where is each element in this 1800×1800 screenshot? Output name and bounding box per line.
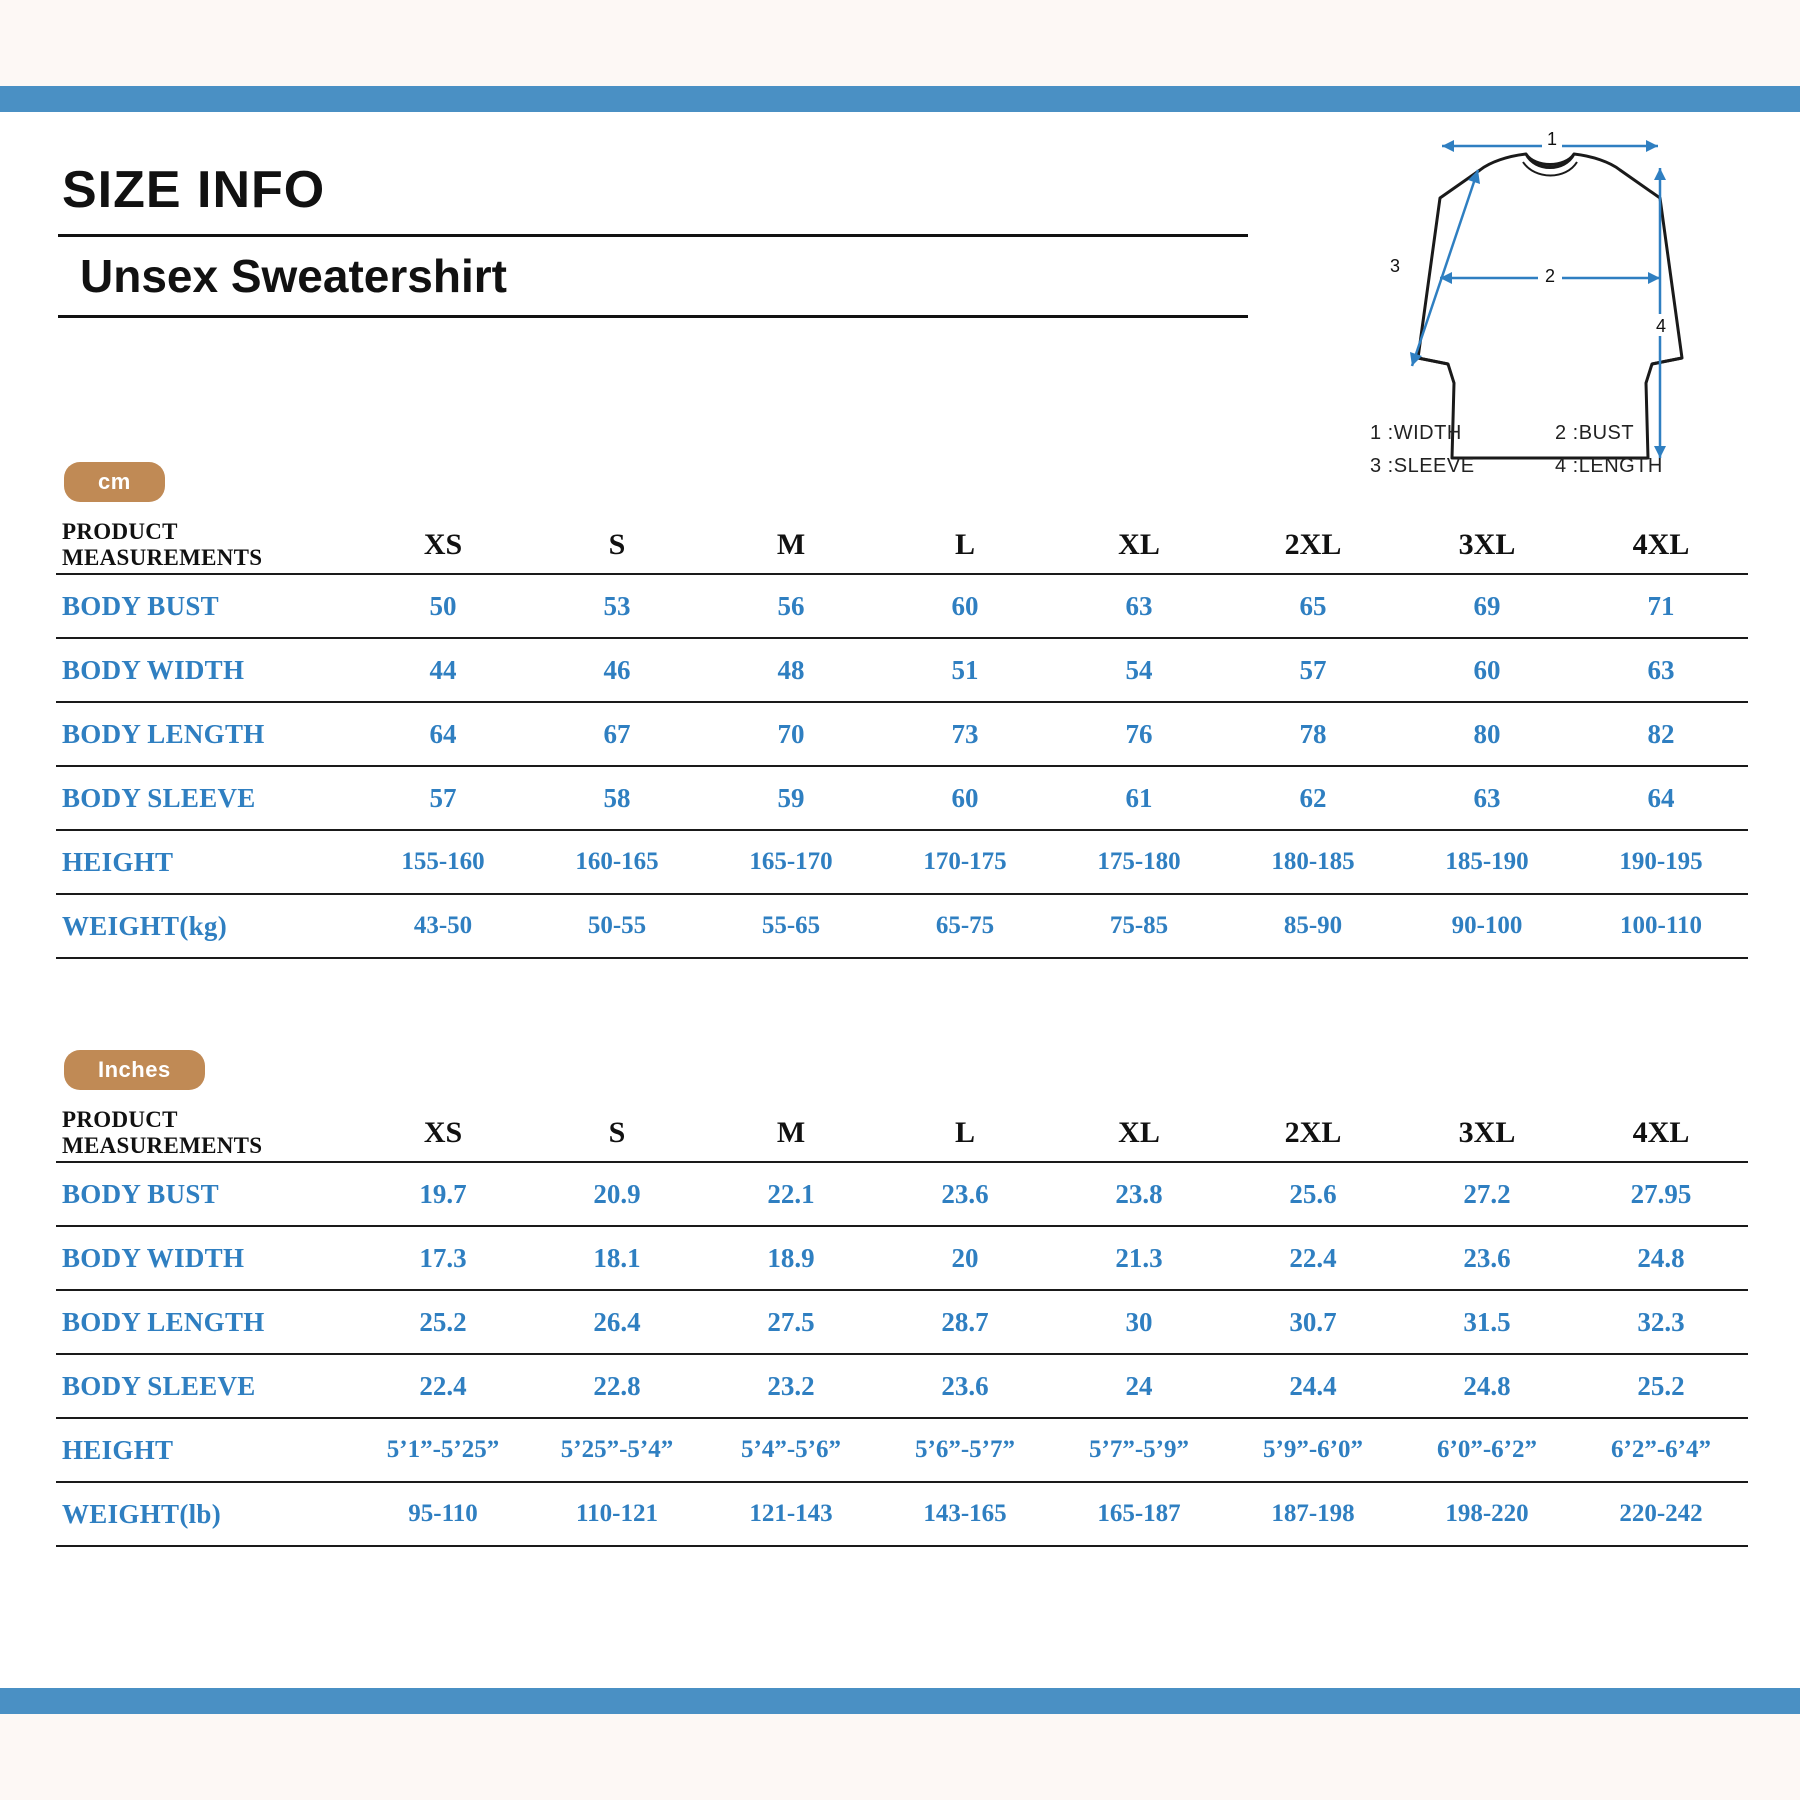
cell: 57 [1226,638,1400,702]
cell: 17.3 [356,1226,530,1290]
column-header-2xl: 2XL [1226,517,1400,574]
table-row [56,1162,1748,1226]
cell: 63 [1574,638,1748,702]
marker-2-label: 2 [1544,266,1556,286]
cell: 32.3 [1574,1290,1748,1354]
legend-item-width: 1 :WIDTH [1370,422,1462,444]
cell: 5’6”-5’7” [878,1418,1052,1482]
cell: 22.4 [1226,1226,1400,1290]
legend-item-length: 4 :LENGTH [1555,455,1663,477]
cell: 64 [356,702,530,766]
marker-4-label: 4 [1655,316,1667,336]
column-header-xl: XL [1052,517,1226,574]
cell: 80 [1400,702,1574,766]
row-label-body-length: BODY LENGTH [56,702,356,766]
size-table-cm [56,517,1748,959]
row-label-body-length: BODY LENGTH [56,1290,356,1354]
column-header-xs: XS [356,517,530,574]
cell: 160-165 [530,830,704,894]
cell: 5’9”-6’0” [1226,1418,1400,1482]
table-row [56,894,1748,958]
cell: 78 [1226,702,1400,766]
marker-1-label: 1 [1546,129,1558,149]
column-header-l: L [878,1105,1052,1162]
cell: 64 [1574,766,1748,830]
cell: 23.6 [1400,1226,1574,1290]
cell: 24.8 [1400,1354,1574,1418]
cell: 60 [878,766,1052,830]
row-label-body-bust: BODY BUST [56,574,356,638]
column-header-3xl: 3XL [1400,1105,1574,1162]
cell: 46 [530,638,704,702]
cell: 170-175 [878,830,1052,894]
cell: 67 [530,702,704,766]
legend-row [1370,455,1750,478]
cell: 180-185 [1226,830,1400,894]
cell: 23.8 [1052,1162,1226,1226]
cell: 185-190 [1400,830,1574,894]
column-header-measurements: PRODUCT MEASUREMENTS [56,1105,356,1162]
column-header-s: S [530,1105,704,1162]
cell: 63 [1400,766,1574,830]
cell: 5’4”-5’6” [704,1418,878,1482]
title-divider-bottom [58,315,1248,318]
cell: 24.4 [1226,1354,1400,1418]
cell: 175-180 [1052,830,1226,894]
column-header-4xl: 4XL [1574,517,1748,574]
cell: 53 [530,574,704,638]
cell: 43-50 [356,894,530,958]
cell: 25.2 [1574,1354,1748,1418]
column-header-s: S [530,517,704,574]
cell: 75-85 [1052,894,1226,958]
cell: 143-165 [878,1482,1052,1546]
cell: 25.6 [1226,1162,1400,1226]
title-divider-top [58,234,1248,237]
cell: 82 [1574,702,1748,766]
cell: 48 [704,638,878,702]
cell: 26.4 [530,1290,704,1354]
column-header-measurements: PRODUCT MEASUREMENTS [56,517,356,574]
diagram-legend [1370,422,1750,488]
cell: 19.7 [356,1162,530,1226]
cell: 90-100 [1400,894,1574,958]
table-row [56,1354,1748,1418]
cell: 21.3 [1052,1226,1226,1290]
cell: 63 [1052,574,1226,638]
row-label-body-width: BODY WIDTH [56,638,356,702]
cell: 44 [356,638,530,702]
legend-item-bust: 2 :BUST [1555,422,1635,444]
cell: 6’2”-6’4” [1574,1418,1748,1482]
column-header-xl: XL [1052,1105,1226,1162]
column-header-l: L [878,517,1052,574]
cell: 50 [356,574,530,638]
column-header-4xl: 4XL [1574,1105,1748,1162]
cell: 25.2 [356,1290,530,1354]
cell: 50-55 [530,894,704,958]
cell: 30 [1052,1290,1226,1354]
row-label-body-width: BODY WIDTH [56,1226,356,1290]
cell: 60 [1400,638,1574,702]
cell: 55-65 [704,894,878,958]
cell: 58 [530,766,704,830]
cell: 23.2 [704,1354,878,1418]
cell: 27.95 [1574,1162,1748,1226]
column-header-xs: XS [356,1105,530,1162]
row-label-height: HEIGHT [56,1418,356,1482]
cell: 100-110 [1574,894,1748,958]
table-row [56,1290,1748,1354]
cell: 59 [704,766,878,830]
cell: 60 [878,574,1052,638]
row-label-weight-kg: WEIGHT(kg) [56,894,356,958]
cell: 22.1 [704,1162,878,1226]
cell: 22.8 [530,1354,704,1418]
legend-item-sleeve: 3 :SLEEVE [1370,455,1475,477]
table-row [56,702,1748,766]
column-header-3xl: 3XL [1400,517,1574,574]
row-label-body-bust: BODY BUST [56,1162,356,1226]
row-label-weight-lb: WEIGHT(lb) [56,1482,356,1546]
cell: 5’7”-5’9” [1052,1418,1226,1482]
cell: 85-90 [1226,894,1400,958]
cell: 20 [878,1226,1052,1290]
cell: 155-160 [356,830,530,894]
cell: 27.5 [704,1290,878,1354]
column-header-m: M [704,517,878,574]
cell: 65 [1226,574,1400,638]
cell: 22.4 [356,1354,530,1418]
cell: 57 [356,766,530,830]
cell: 23.6 [878,1162,1052,1226]
cell: 56 [704,574,878,638]
cell: 6’0”-6’2” [1400,1418,1574,1482]
cell: 61 [1052,766,1226,830]
cell: 65-75 [878,894,1052,958]
cell: 220-242 [1574,1482,1748,1546]
cell: 20.9 [530,1162,704,1226]
cell: 5’25”-5’4” [530,1418,704,1482]
cell: 198-220 [1400,1482,1574,1546]
unit-badge-cm: cm [64,462,165,502]
cell: 51 [878,638,1052,702]
cell: 71 [1574,574,1748,638]
table-row [56,1482,1748,1546]
row-label-height: HEIGHT [56,830,356,894]
cell: 28.7 [878,1290,1052,1354]
table-row [56,574,1748,638]
bottom-accent-bar [0,1688,1800,1714]
cell: 110-121 [530,1482,704,1546]
cell: 121-143 [704,1482,878,1546]
size-table-inches [56,1105,1748,1547]
column-header-2xl: 2XL [1226,1105,1400,1162]
table-row [56,638,1748,702]
cell: 18.9 [704,1226,878,1290]
unit-badge-inches-wrap [64,1050,205,1090]
cell: 187-198 [1226,1482,1400,1546]
table-row [56,1418,1748,1482]
cell: 23.6 [878,1354,1052,1418]
cell: 62 [1226,766,1400,830]
cell: 54 [1052,638,1226,702]
cell: 76 [1052,702,1226,766]
cell: 70 [704,702,878,766]
table-row [56,766,1748,830]
cell: 5’1”-5’25” [356,1418,530,1482]
cell: 24 [1052,1354,1226,1418]
cell: 95-110 [356,1482,530,1546]
marker-3-label: 3 [1389,256,1401,276]
table-header-row [56,1105,1748,1162]
table-header-row [56,517,1748,574]
cell: 31.5 [1400,1290,1574,1354]
cell: 73 [878,702,1052,766]
cell: 165-170 [704,830,878,894]
cell: 190-195 [1574,830,1748,894]
legend-row [1370,422,1750,445]
row-label-body-sleeve: BODY SLEEVE [56,766,356,830]
cell: 27.2 [1400,1162,1574,1226]
unit-badge-inches: Inches [64,1050,205,1090]
table-row [56,1226,1748,1290]
page-header [58,160,1248,318]
page-title: SIZE INFO [62,161,326,219]
cell: 24.8 [1574,1226,1748,1290]
chart-content [0,112,1800,1688]
row-label-body-sleeve: BODY SLEEVE [56,1354,356,1418]
cell: 165-187 [1052,1482,1226,1546]
column-header-m: M [704,1105,878,1162]
table-row [56,830,1748,894]
cell: 30.7 [1226,1290,1400,1354]
unit-badge-cm-wrap [64,462,165,502]
top-accent-bar [0,86,1800,112]
product-name: Unsex Sweatershirt [80,250,507,302]
cell: 69 [1400,574,1574,638]
cell: 18.1 [530,1226,704,1290]
